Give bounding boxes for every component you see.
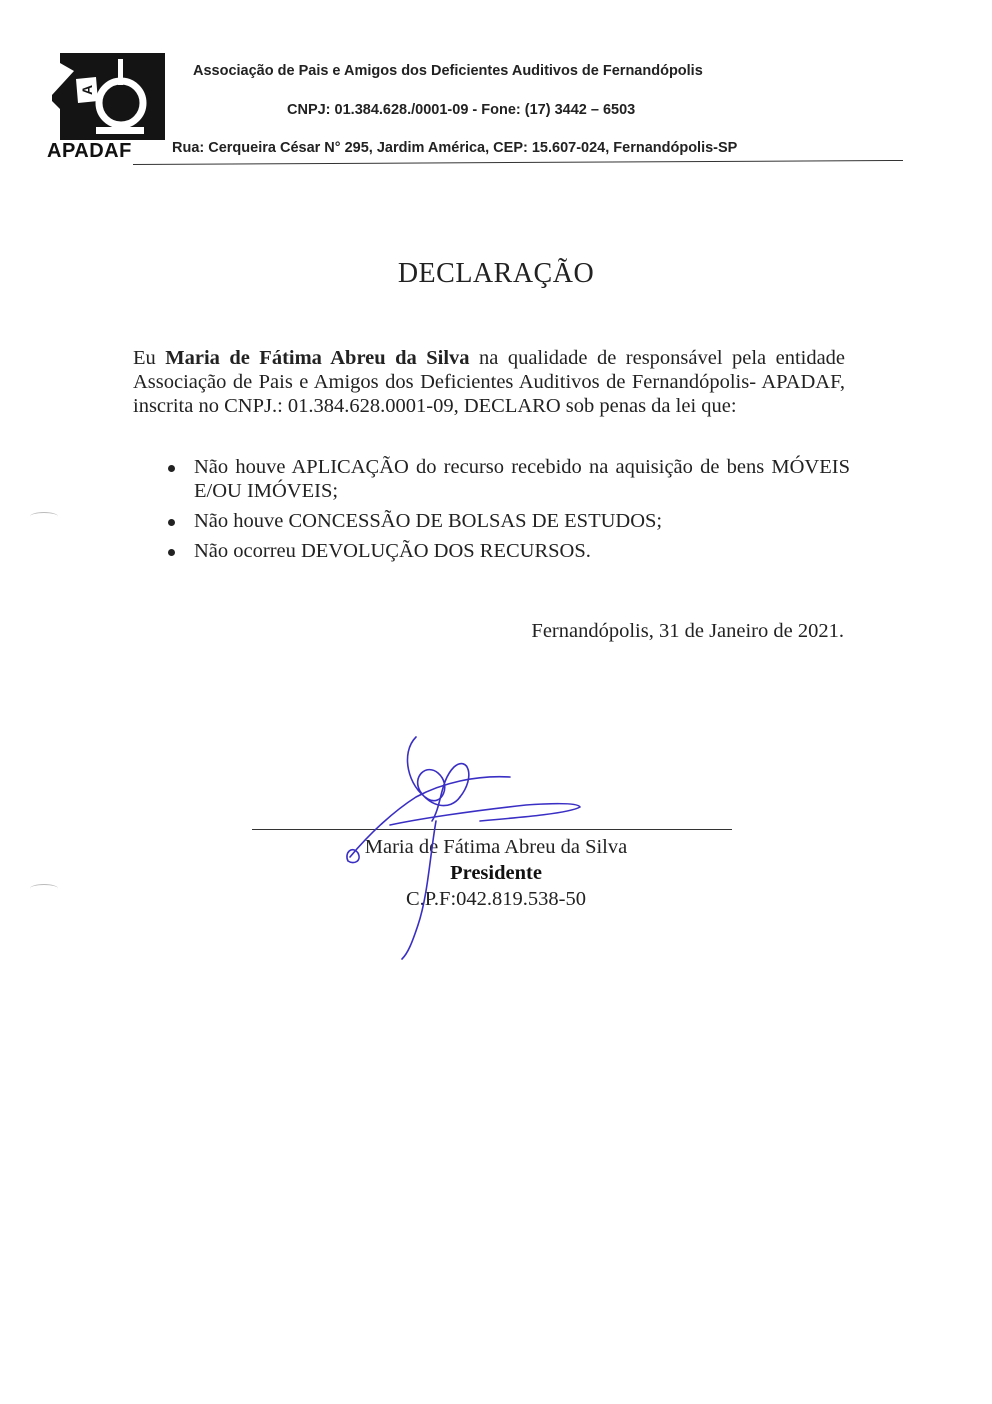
place-and-date: Fernandópolis, 31 de Janeiro de 2021. <box>531 620 844 642</box>
declaration-list <box>160 455 850 569</box>
logo-wordmark: APADAF <box>47 140 132 162</box>
declaration-item: Não ocorreu DEVOLUÇÃO DOS RECURSOS. <box>160 539 850 563</box>
document-title: DECLARAÇÃO <box>397 258 595 289</box>
scan-mark <box>30 884 58 893</box>
signatory-role: Presidente <box>450 862 542 884</box>
intro-rest: na qualidade de responsável pela entidade Associação de Pais e Amigos dos Deficientes Auditivos de Fernandópolis- APADAF, inscrita no CNPJ.: 01.384.628.0001-09, DECLARO sob penas da lei que: <box>133 347 846 417</box>
svg-text:A: A <box>79 84 95 95</box>
intro-prefix: Eu <box>133 347 156 369</box>
declarant-name: Maria de Fátima Abreu da Silva <box>165 347 470 369</box>
organization-cnpj-phone: CNPJ: 01.384.628./0001-09 - Fone: (17) 3442 – 6503 <box>287 102 636 118</box>
declaration-item: Não houve APLICAÇÃO do recurso recebido na aquisição de bens MÓVEIS E/OU IMÓVEIS; <box>160 455 850 503</box>
organization-address: Rua: Cerqueira César N° 295, Jardim América, CEP: 15.607-024, Fernandópolis-SP <box>172 140 738 156</box>
declaration-item: Não houve CONCESSÃO DE BOLSAS DE ESTUDOS; <box>160 509 850 533</box>
scan-mark <box>30 512 58 521</box>
apadaf-logo-icon <box>52 53 165 140</box>
declaration-paragraph <box>133 346 845 418</box>
organization-name: Associação de Pais e Amigos dos Deficientes Auditivos de Fernandópolis <box>193 63 703 79</box>
signatory-cpf: C.P.F:042.819.538-50 <box>406 888 586 910</box>
header-divider <box>133 160 903 165</box>
signatory-name: Maria de Fátima Abreu da Silva <box>364 836 628 858</box>
signature-line <box>252 829 732 830</box>
